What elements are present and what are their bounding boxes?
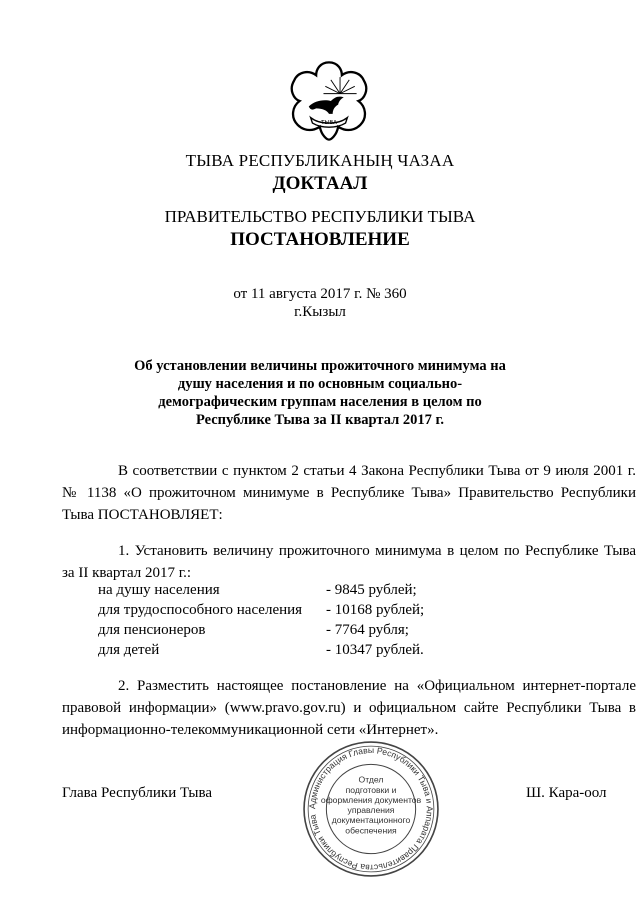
stamp-center-line: обеспечения <box>345 825 397 836</box>
document-title: Об установлении величины прожиточного минимума на душу населения и по основным социально-демографическим группам населения в целом по Республике Тыва за II квартал 2017 г. <box>134 358 506 428</box>
stamp-center-line: управления <box>347 805 395 816</box>
stamp-center-line: документационного <box>331 815 411 826</box>
amount-category: для детей <box>98 642 160 658</box>
header-line-tuvan-decree: ДОКТААЛ <box>272 173 368 194</box>
signatory-position: Глава Республики Тыва <box>62 785 213 801</box>
stamp-center-line: подготовки и <box>345 784 397 795</box>
stamp-ring-text: Администрация Главы Республики Тыва и Аппарата Правительства Республики Тыва <box>307 745 435 873</box>
tuva-coat-of-arms-icon <box>283 55 375 147</box>
amount-row <box>98 580 424 600</box>
signatory-name: Ш. Кара-оол <box>526 785 607 801</box>
stamp-center-line: Отдел <box>358 774 384 785</box>
document-date-number: от 11 августа 2017 г. № 360 <box>233 286 407 302</box>
intro-paragraph: В соответствии с пунктом 2 статьи 4 Закона Республики Тыва от 9 июля 2001 г. № 1138 «О прожиточном минимуме в Республике Тыва» Правительство Республики Тыва ПОСТАНОВЛЯЕТ: <box>62 463 636 523</box>
subsistence-amounts-list <box>98 580 424 660</box>
header-line-decree: ПОСТАНОВЛЕНИЕ <box>230 229 410 250</box>
header-line-tuvan-government: ТЫВА РЕСПУБЛИКАНЫҢ ЧАЗАА <box>185 151 455 170</box>
amount-row <box>98 620 424 640</box>
item-1-paragraph: 1. Установить величину прожиточного минимума в целом по Республике Тыва за II квартал 2017 г.: <box>62 543 636 581</box>
amount-value: - 10347 рублей. <box>326 642 424 658</box>
amount-row <box>98 640 424 660</box>
svg-text:ТЫВА: ТЫВА <box>321 120 337 126</box>
header-line-government: ПРАВИТЕЛЬСТВО РЕСПУБЛИКИ ТЫВА <box>164 207 476 226</box>
amount-category: на душу населения <box>98 582 220 598</box>
amount-value: - 7764 рубля; <box>326 622 409 638</box>
official-stamp-icon <box>300 738 442 880</box>
stamp-center-line: оформления документов <box>320 794 422 805</box>
amount-row <box>98 600 424 620</box>
document-city: г.Кызыл <box>294 304 346 320</box>
amount-category: для пенсионеров <box>98 622 206 638</box>
amount-category: для трудоспособного населения <box>98 602 303 618</box>
amount-value: - 10168 рублей; <box>326 602 425 618</box>
amount-value: - 9845 рублей; <box>326 582 417 598</box>
item-2-paragraph: 2. Разместить настоящее постановление на «Официальном интернет-портале правовой информации» (www.pravo.gov.ru) и официальном сайте Республики Тыва в информационно-телекоммуникационной сети «Интернет». <box>62 678 636 738</box>
